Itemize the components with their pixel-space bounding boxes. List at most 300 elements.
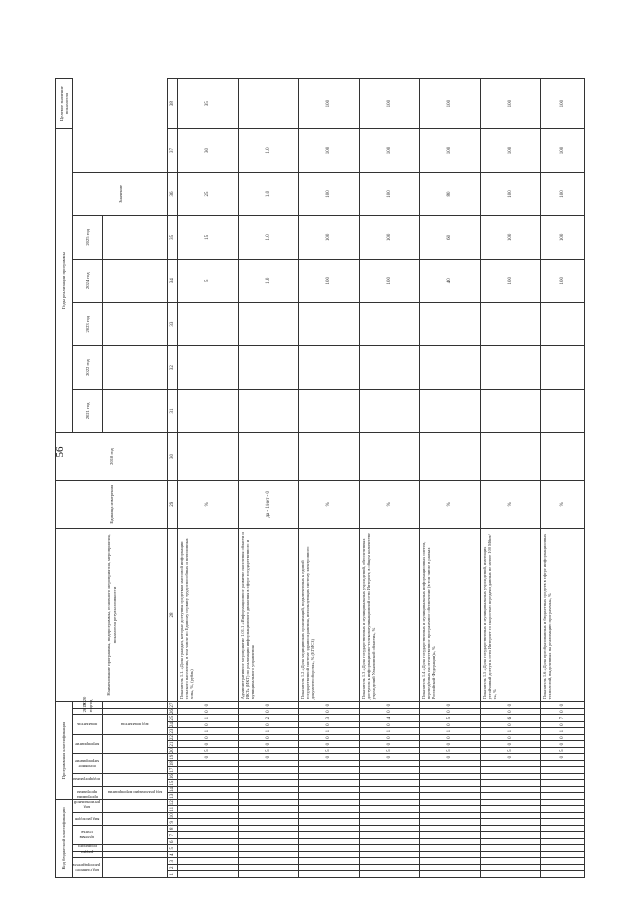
- column-number-cell: 22: [168, 734, 178, 741]
- value-cell: [178, 346, 239, 389]
- value-cell: [480, 389, 541, 432]
- value-cell: 80: [420, 172, 481, 215]
- code-cell: 0: [238, 702, 299, 709]
- indicator-description: Показатель 1.5 «Доля государственных и муниципальных учреждений, имеющих устойчивый доступ к сети Интернет со скоростью передачи данных не менее 100 Мбит/с», %: [480, 528, 541, 702]
- code-cell: [238, 767, 299, 774]
- value-cell: [238, 389, 299, 432]
- value-cell: 25: [178, 172, 239, 215]
- code-cell: [238, 871, 299, 878]
- target-sub-header: Значение: [73, 172, 168, 215]
- code-cell: [299, 799, 360, 806]
- code-cell: 5: [541, 747, 585, 754]
- code-cell: [420, 773, 481, 780]
- value-cell: [299, 302, 360, 345]
- value-cell: 100: [541, 79, 585, 129]
- code-cell: 0: [238, 734, 299, 741]
- year-header: 2025 год: [73, 216, 103, 259]
- code-cell: 0: [480, 708, 541, 715]
- code-cell: [359, 767, 420, 774]
- budget-code-cell: [103, 852, 168, 859]
- column-number-cell: 32: [168, 346, 178, 389]
- code-cell: [541, 806, 585, 813]
- code-cell: [238, 826, 299, 833]
- code-cell: 0: [238, 754, 299, 761]
- code-cell: [178, 767, 239, 774]
- code-cell: 1: [238, 728, 299, 735]
- code-cell: [420, 865, 481, 872]
- column-number-cell: 35: [168, 216, 178, 259]
- code-cell: 2: [238, 715, 299, 722]
- column-number-row: [168, 79, 178, 878]
- column-number-cell: 21: [168, 741, 178, 748]
- column-number-cell: 4: [168, 852, 178, 859]
- year-sub-cell: [103, 346, 168, 389]
- code-cell: [238, 793, 299, 800]
- code-cell: [238, 786, 299, 793]
- code-cell: [359, 806, 420, 813]
- value-cell: 100: [420, 129, 481, 172]
- code-cell: [541, 773, 585, 780]
- column-number-cell: 31: [168, 389, 178, 432]
- code-cell: [541, 767, 585, 774]
- code-cell: [480, 826, 541, 833]
- code-cell: 5: [480, 747, 541, 754]
- indicator-description: Показатель 1.4 «Доля государственных и муниципальных информационных систем, переведённых на отечественное программное обеспечение (в том числе в рамках Российской Федерации)», %: [420, 528, 481, 702]
- code-cell: [420, 786, 481, 793]
- code-cell: [480, 845, 541, 852]
- code-cell: [178, 793, 239, 800]
- column-number-cell: 1: [168, 871, 178, 878]
- budget-sub-header: код региональной программы: [73, 799, 103, 812]
- code-cell: 5: [420, 715, 481, 722]
- program-code-cell: [103, 773, 168, 786]
- program-sub-header: мероприятие: [73, 734, 103, 754]
- year-sub-cell: [103, 216, 168, 259]
- value-cell: [238, 302, 299, 345]
- code-cell: [420, 793, 481, 800]
- code-cell: 0: [359, 734, 420, 741]
- value-cell: [480, 302, 541, 345]
- description-header: Наименование программы, подпрограммы, основного мероприятия, мероприятия, показателя результативности: [56, 528, 168, 702]
- value-cell: [541, 346, 585, 389]
- value-cell: 100: [480, 216, 541, 259]
- value-cell: [359, 346, 420, 389]
- column-number-cell: 8: [168, 826, 178, 833]
- value-cell: [480, 346, 541, 389]
- code-cell: [420, 799, 481, 806]
- year-header: 2019 год: [73, 708, 103, 715]
- value-cell: [480, 433, 541, 481]
- value-cell: 100: [299, 216, 360, 259]
- value-cell: [541, 302, 585, 345]
- code-cell: [480, 813, 541, 820]
- code-cell: [359, 839, 420, 846]
- code-cell: [359, 799, 420, 806]
- code-cell: [420, 832, 481, 839]
- table-row: [238, 79, 299, 878]
- base-year-header: 2018 год: [56, 433, 168, 481]
- program-code-cell: код реализации мероприятия: [103, 786, 168, 799]
- value-cell: 100: [480, 129, 541, 172]
- budget-sub-header: подраздел: [73, 845, 103, 852]
- value-cell: [178, 302, 239, 345]
- code-cell: 0: [238, 741, 299, 748]
- unit-cell: %: [178, 480, 239, 528]
- code-cell: [299, 806, 360, 813]
- code-cell: 0: [359, 708, 420, 715]
- column-number-cell: 27: [168, 702, 178, 709]
- code-cell: 1: [541, 728, 585, 735]
- code-cell: 1: [420, 728, 481, 735]
- value-cell: [420, 389, 481, 432]
- budget-sub-header: раздел: [73, 852, 103, 859]
- unit-cell: %: [420, 480, 481, 528]
- value-cell: 100: [299, 259, 360, 302]
- code-cell: [299, 858, 360, 865]
- column-number-cell: 15: [168, 780, 178, 787]
- value-cell: 100: [299, 172, 360, 215]
- value-cell: 30: [178, 129, 239, 172]
- code-cell: [480, 786, 541, 793]
- code-cell: [541, 813, 585, 820]
- column-number-cell: 25: [168, 715, 178, 722]
- code-cell: 0: [359, 721, 420, 728]
- code-cell: [178, 760, 239, 767]
- code-cell: [420, 767, 481, 774]
- value-cell: 100: [359, 129, 420, 172]
- table-body: [168, 79, 585, 878]
- code-cell: [299, 832, 360, 839]
- value-cell: 100: [359, 79, 420, 129]
- code-cell: 1: [299, 728, 360, 735]
- code-cell: [299, 773, 360, 780]
- code-cell: [178, 858, 239, 865]
- code-cell: 0: [359, 702, 420, 709]
- table-row: [299, 79, 360, 878]
- code-cell: [178, 813, 239, 820]
- code-cell: [178, 780, 239, 787]
- code-cell: [359, 780, 420, 787]
- code-cell: [480, 799, 541, 806]
- code-cell: [480, 832, 541, 839]
- column-number-cell: 17: [168, 767, 178, 774]
- year-sub-cell: [103, 708, 168, 715]
- code-cell: [359, 852, 420, 859]
- column-number-cell: 37: [168, 129, 178, 172]
- column-number-cell: 11: [168, 806, 178, 813]
- code-cell: [299, 793, 360, 800]
- code-cell: [299, 826, 360, 833]
- code-cell: [178, 773, 239, 780]
- budget-classification-header: Код бюджетной классификации: [56, 799, 73, 877]
- code-cell: [178, 806, 239, 813]
- value-cell: 100: [480, 79, 541, 129]
- program-sub-header: показатель: [73, 715, 103, 735]
- code-cell: [238, 806, 299, 813]
- column-number-cell: 16: [168, 773, 178, 780]
- value-cell: 100: [541, 129, 585, 172]
- code-cell: [359, 826, 420, 833]
- budget-sub-header: целевая статья: [73, 826, 103, 846]
- code-cell: [420, 826, 481, 833]
- column-number-cell: 9: [168, 819, 178, 826]
- code-cell: 0: [541, 721, 585, 728]
- value-cell: 1.0: [238, 129, 299, 172]
- code-cell: [480, 780, 541, 787]
- code-cell: 0: [178, 741, 239, 748]
- value-cell: 5: [178, 259, 239, 302]
- code-cell: [178, 832, 239, 839]
- budget-sub-header: код главного распорядителя: [73, 858, 103, 878]
- code-cell: [480, 773, 541, 780]
- rotated-table-container: [55, 78, 585, 878]
- code-cell: 0: [299, 702, 360, 709]
- table-row: [541, 79, 585, 878]
- code-cell: 4: [359, 715, 420, 722]
- code-cell: [420, 852, 481, 859]
- code-cell: [238, 832, 299, 839]
- code-cell: 0: [178, 754, 239, 761]
- code-cell: [480, 858, 541, 865]
- column-number-cell: 24: [168, 721, 178, 728]
- value-cell: [178, 389, 239, 432]
- code-cell: [420, 780, 481, 787]
- code-cell: 0: [541, 708, 585, 715]
- code-cell: 1: [480, 728, 541, 735]
- code-cell: [359, 773, 420, 780]
- code-cell: [480, 793, 541, 800]
- column-number-cell: 2: [168, 865, 178, 872]
- program-code-cell: код показателя: [103, 715, 168, 735]
- code-cell: [480, 839, 541, 846]
- code-cell: 0: [238, 721, 299, 728]
- code-cell: [178, 786, 239, 793]
- budget-sub-header: вид расходов: [73, 813, 103, 826]
- year-sub-cell: [103, 702, 168, 709]
- code-cell: [541, 832, 585, 839]
- code-cell: 0: [420, 702, 481, 709]
- code-cell: [541, 780, 585, 787]
- code-cell: [178, 799, 239, 806]
- code-cell: [359, 819, 420, 826]
- value-cell: 1.0: [238, 172, 299, 215]
- code-cell: 0: [359, 754, 420, 761]
- value-cell: 100: [541, 172, 585, 215]
- program-sub-header: основное мероприятие: [73, 754, 103, 774]
- code-cell: [420, 806, 481, 813]
- code-cell: [541, 786, 585, 793]
- code-cell: 0: [541, 741, 585, 748]
- code-cell: 1: [359, 728, 420, 735]
- column-number-cell: 28: [168, 528, 178, 702]
- column-number-cell: 13: [168, 793, 178, 800]
- code-cell: [178, 852, 239, 859]
- implementation-years-header: Годы реализации программы: [56, 129, 73, 433]
- table-row: [480, 79, 541, 878]
- code-cell: 0: [480, 741, 541, 748]
- code-cell: [238, 865, 299, 872]
- code-cell: [420, 839, 481, 846]
- year-header: 2021 год: [73, 389, 103, 432]
- code-cell: 0: [299, 734, 360, 741]
- code-cell: 0: [480, 721, 541, 728]
- value-cell: [420, 433, 481, 481]
- value-cell: [359, 433, 420, 481]
- code-cell: 0: [480, 702, 541, 709]
- value-cell: 1.0: [238, 259, 299, 302]
- value-cell: 40: [420, 259, 481, 302]
- code-cell: 0: [178, 708, 239, 715]
- value-cell: [541, 433, 585, 481]
- indicator-description: Показатель 1.1. «Доля граждан, которые доступны средствам массовой информации сельского населения, в том числе по Единому сервису трудоспособных и пенсионных зон», %, (рубль): [178, 528, 239, 702]
- code-cell: [238, 819, 299, 826]
- unit-cell: да - 1/нет - 0: [238, 480, 299, 528]
- value-cell: 100: [480, 259, 541, 302]
- code-cell: [238, 852, 299, 859]
- code-cell: 0: [420, 708, 481, 715]
- value-cell: 100: [359, 259, 420, 302]
- code-cell: [541, 865, 585, 872]
- code-cell: [420, 845, 481, 852]
- code-cell: [359, 858, 420, 865]
- code-cell: 0: [541, 754, 585, 761]
- code-cell: [238, 858, 299, 865]
- code-cell: 0: [480, 734, 541, 741]
- value-cell: 100: [480, 172, 541, 215]
- code-cell: 7: [541, 715, 585, 722]
- code-cell: [541, 826, 585, 833]
- code-cell: 5: [299, 747, 360, 754]
- code-cell: [541, 760, 585, 767]
- column-number-cell: 6: [168, 839, 178, 846]
- year-header: 2023 год: [73, 302, 103, 345]
- code-cell: [238, 813, 299, 820]
- code-cell: [299, 845, 360, 852]
- code-cell: [178, 871, 239, 878]
- budget-code-cell: [103, 858, 168, 878]
- code-cell: 0: [238, 708, 299, 715]
- code-cell: 0: [420, 734, 481, 741]
- code-cell: [541, 845, 585, 852]
- code-cell: [359, 865, 420, 872]
- code-cell: [541, 852, 585, 859]
- year-header: 2022 год: [73, 346, 103, 389]
- code-cell: [178, 826, 239, 833]
- code-cell: [299, 852, 360, 859]
- code-cell: [420, 813, 481, 820]
- value-cell: [359, 302, 420, 345]
- column-number-cell: 33: [168, 302, 178, 345]
- code-cell: [541, 839, 585, 846]
- value-cell: 100: [359, 216, 420, 259]
- code-cell: 5: [178, 747, 239, 754]
- column-number-cell: 34: [168, 259, 178, 302]
- unit-cell: %: [359, 480, 420, 528]
- code-cell: [178, 845, 239, 852]
- code-cell: [541, 799, 585, 806]
- code-cell: 0: [299, 721, 360, 728]
- code-cell: [359, 760, 420, 767]
- program-sub-header: подпрограмма: [73, 773, 103, 786]
- budget-code-cell: [103, 826, 168, 846]
- unit-cell: %: [299, 480, 360, 528]
- column-number-cell: 12: [168, 799, 178, 806]
- program-code-cell: [103, 734, 168, 754]
- column-number-cell: 3: [168, 858, 178, 865]
- code-cell: 0: [420, 721, 481, 728]
- column-number-cell: 5: [168, 845, 178, 852]
- code-cell: [178, 865, 239, 872]
- column-number-cell: 38: [168, 79, 178, 129]
- column-number-cell: 30: [168, 433, 178, 481]
- value-cell: 100: [359, 172, 420, 215]
- code-cell: [420, 871, 481, 878]
- code-cell: [541, 793, 585, 800]
- code-cell: [238, 773, 299, 780]
- value-cell: [178, 433, 239, 481]
- code-cell: [238, 845, 299, 852]
- code-cell: [480, 871, 541, 878]
- code-cell: 0: [299, 754, 360, 761]
- program-indicators-table: [55, 78, 585, 878]
- code-cell: [420, 760, 481, 767]
- value-cell: 35: [178, 79, 239, 129]
- code-cell: [238, 839, 299, 846]
- table-row: [178, 79, 239, 878]
- code-cell: [480, 865, 541, 872]
- value-cell: [299, 389, 360, 432]
- value-cell: [420, 346, 481, 389]
- table-row: [359, 79, 420, 878]
- budget-code-cell: [103, 845, 168, 852]
- column-number-cell: 20: [168, 747, 178, 754]
- code-cell: [359, 786, 420, 793]
- program-classification-header: Программная классификация: [56, 702, 73, 800]
- code-cell: [359, 871, 420, 878]
- value-cell: 100: [541, 259, 585, 302]
- code-cell: 3: [299, 715, 360, 722]
- code-cell: [480, 767, 541, 774]
- code-cell: [238, 760, 299, 767]
- indicator-description: Административное мероприятие 1.01.1 «Информационное развитие населения области и ИКТ» (ИКТ) по реализации информационного движения в сфере государственного и муниципального управления: [238, 528, 299, 702]
- column-number-cell: 19: [168, 754, 178, 761]
- code-cell: 1: [178, 715, 239, 722]
- code-cell: [420, 858, 481, 865]
- code-cell: 0: [541, 702, 585, 709]
- code-cell: 0: [359, 741, 420, 748]
- code-cell: [178, 839, 239, 846]
- code-cell: [359, 793, 420, 800]
- code-cell: [420, 819, 481, 826]
- value-cell: 100: [541, 216, 585, 259]
- code-cell: [299, 786, 360, 793]
- year-sub-cell: [103, 389, 168, 432]
- value-cell: 15: [178, 216, 239, 259]
- code-cell: 0: [541, 734, 585, 741]
- value-cell: [420, 302, 481, 345]
- value-cell: 100: [420, 79, 481, 129]
- code-cell: [480, 760, 541, 767]
- value-cell: [359, 389, 420, 432]
- code-cell: 0: [480, 754, 541, 761]
- budget-code-cell: [103, 799, 168, 812]
- column-number-cell: 10: [168, 813, 178, 820]
- code-cell: [299, 865, 360, 872]
- code-cell: [480, 806, 541, 813]
- code-cell: [541, 871, 585, 878]
- code-cell: [359, 832, 420, 839]
- column-number-cell: 36: [168, 172, 178, 215]
